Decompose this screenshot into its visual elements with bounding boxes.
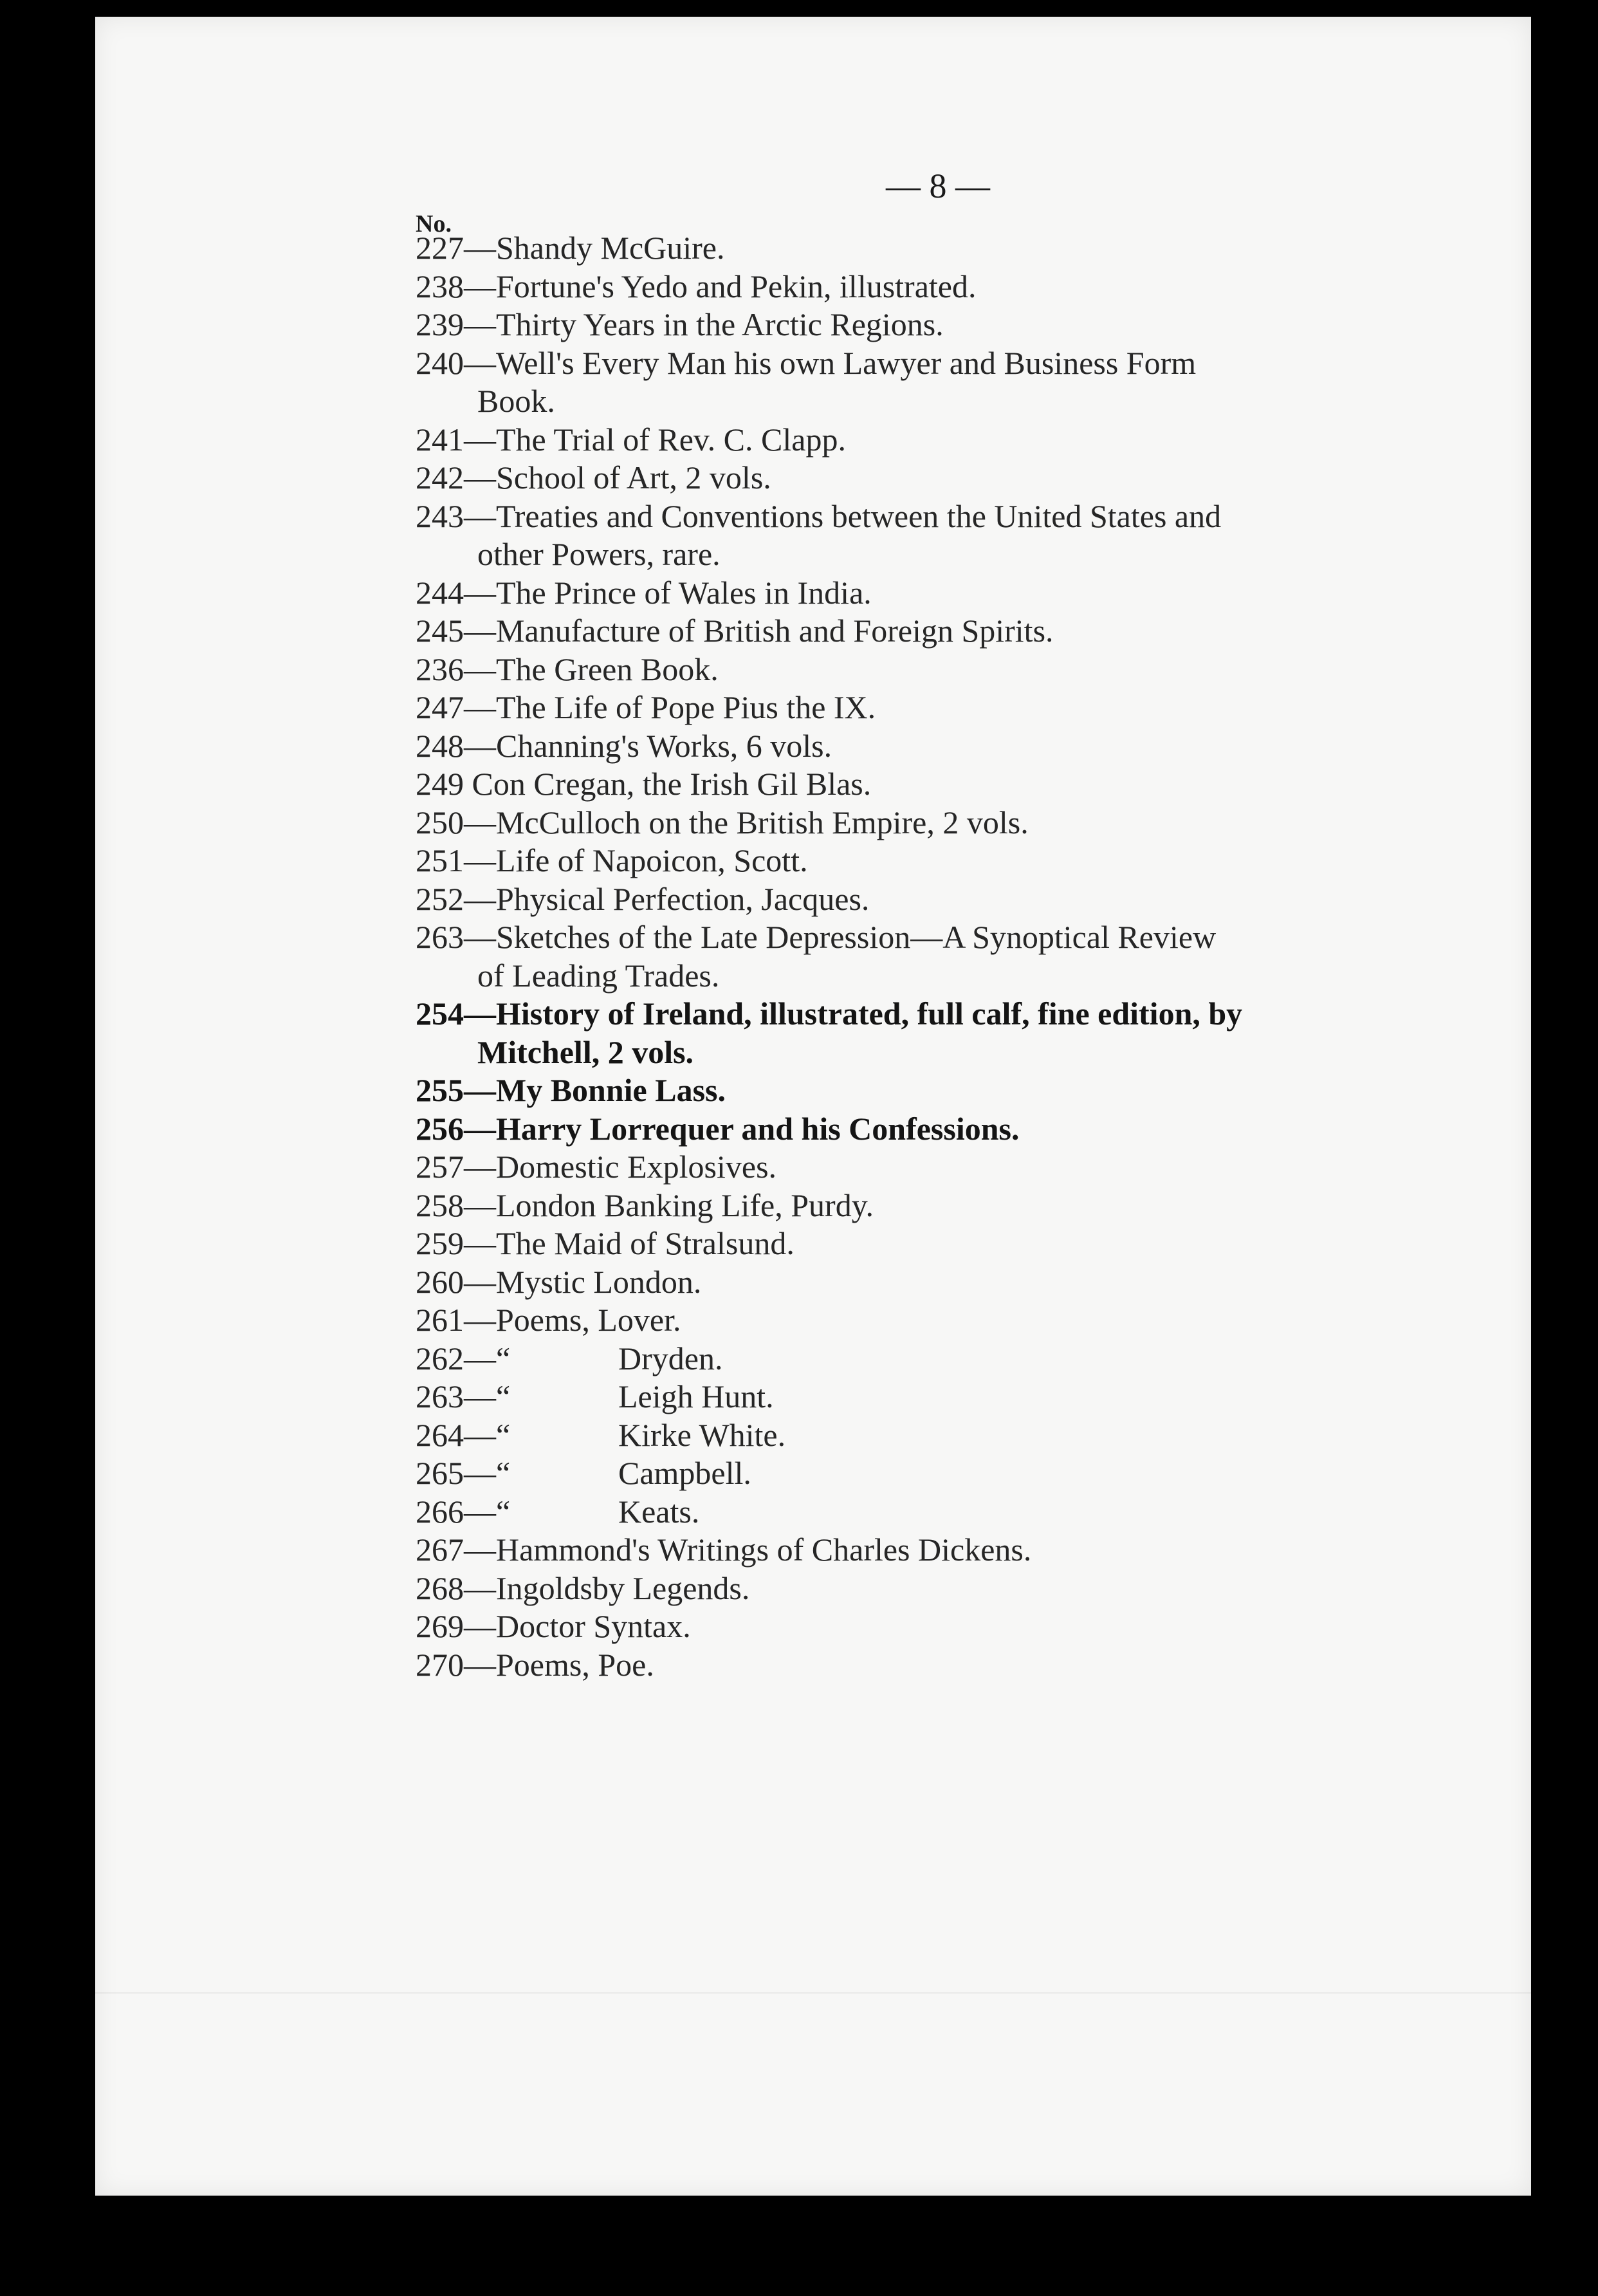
entry-separator: — xyxy=(464,613,496,649)
entry-separator: — xyxy=(464,727,496,764)
entry-separator: — xyxy=(464,1149,496,1185)
entry-separator: — xyxy=(464,1302,496,1338)
entry-separator: — xyxy=(464,344,496,381)
entry-title: Ingoldsby Legends. xyxy=(496,1569,750,1606)
entry-number: 265 xyxy=(416,1455,464,1491)
entry-title: Poems, Poe. xyxy=(496,1646,654,1683)
catalog-entry xyxy=(416,804,1464,842)
entry-title: The Prince of Wales in India. xyxy=(496,574,872,611)
entry-title: The Maid of Stralsund. xyxy=(496,1225,794,1261)
ditto-mark: “ xyxy=(496,1340,511,1376)
entry-title: The Green Book. xyxy=(496,651,719,687)
entry-separator: — xyxy=(464,1110,496,1147)
catalog-entry xyxy=(416,1225,1464,1263)
catalog-entry xyxy=(416,727,1464,766)
entry-number: 243 xyxy=(416,497,464,534)
entry-title: Poems, Lover. xyxy=(496,1302,681,1338)
entry-separator: — xyxy=(464,574,496,611)
entry-separator: — xyxy=(464,306,496,342)
entry-title: My Bonnie Lass. xyxy=(496,1072,726,1108)
entry-title: Campbell. xyxy=(618,1455,751,1491)
entry-title: Kirke White. xyxy=(618,1416,786,1453)
entry-number: 268 xyxy=(416,1569,464,1606)
entry-separator: — xyxy=(464,880,496,917)
entry-title: Shandy McGuire. xyxy=(496,230,725,266)
entry-number: 263 xyxy=(416,1378,464,1414)
entry-title: Channing's Works, 6 vols. xyxy=(496,727,832,764)
entry-separator: — xyxy=(464,1187,496,1223)
ditto-mark: “ xyxy=(496,1378,511,1414)
entry-number: 262 xyxy=(416,1340,464,1376)
entry-separator: — xyxy=(464,995,496,1032)
catalog-entry xyxy=(416,842,1464,880)
entry-number: 242 xyxy=(416,459,464,495)
catalog-entry xyxy=(416,421,1464,459)
catalog-entry xyxy=(416,612,1464,651)
entry-number: 239 xyxy=(416,306,464,342)
entry-title: Con Cregan, the Irish Gil Blas. xyxy=(472,766,872,802)
entry-separator: — xyxy=(464,804,496,840)
entry-number: 258 xyxy=(416,1187,464,1223)
entry-title: McCulloch on the British Empire, 2 vols. xyxy=(496,804,1029,840)
catalog-entry xyxy=(416,1263,1464,1302)
ditto-mark: “ xyxy=(496,1493,511,1530)
catalog-entry xyxy=(416,995,1464,1071)
catalog-entry xyxy=(416,1301,1464,1340)
entry-title: Doctor Syntax. xyxy=(496,1608,691,1644)
entry-separator: — xyxy=(464,1263,496,1300)
entry-title-continuation: other Powers, rare. xyxy=(477,536,721,572)
entry-separator: — xyxy=(464,1340,496,1376)
entry-separator: — xyxy=(464,230,496,266)
fold-line xyxy=(95,1992,1531,1994)
entry-title: Keats. xyxy=(618,1493,700,1530)
entry-title: Dryden. xyxy=(618,1340,723,1376)
entry-number: 263 xyxy=(416,919,464,955)
catalog-entry xyxy=(416,1531,1464,1569)
catalog-entry xyxy=(416,1646,1464,1685)
entry-number: 238 xyxy=(416,268,464,304)
entry-number: 236 xyxy=(416,651,464,687)
entry-title: Domestic Explosives. xyxy=(496,1149,777,1185)
catalog-entry xyxy=(416,651,1464,689)
entry-title: Treaties and Conventions between the United States and xyxy=(496,497,1222,534)
catalog-entry xyxy=(416,1187,1464,1225)
catalog-entry xyxy=(416,306,1464,344)
entry-number: 254 xyxy=(416,995,464,1032)
catalog-entry xyxy=(416,1148,1464,1187)
page-number: — 8 — xyxy=(886,167,990,205)
entry-number: 255 xyxy=(416,1072,464,1108)
entry-number: 259 xyxy=(416,1225,464,1261)
entry-title: Physical Perfection, Jacques. xyxy=(496,880,870,917)
entry-title-continuation: Mitchell, 2 vols. xyxy=(477,1033,694,1070)
catalog-entry xyxy=(416,574,1464,613)
entry-number: 267 xyxy=(416,1532,464,1568)
entry-number: 241 xyxy=(416,421,464,458)
entry-separator: — xyxy=(464,1225,496,1261)
ditto-mark: “ xyxy=(496,1455,511,1491)
entry-number: 266 xyxy=(416,1493,464,1530)
entry-title: School of Art, 2 vols. xyxy=(496,459,771,495)
entry-number: 247 xyxy=(416,689,464,725)
ditto-mark: “ xyxy=(496,1416,511,1453)
entry-title: London Banking Life, Purdy. xyxy=(496,1187,874,1223)
catalog-list xyxy=(416,229,1464,1684)
catalog-entry xyxy=(416,880,1464,919)
catalog-entry xyxy=(416,268,1464,306)
entry-separator: — xyxy=(464,1493,496,1530)
entry-number: 264 xyxy=(416,1416,464,1453)
entry-title: Thirty Years in the Arctic Regions. xyxy=(496,306,944,342)
catalog-entry xyxy=(416,689,1464,727)
entry-title: Leigh Hunt. xyxy=(618,1378,774,1414)
entry-separator: — xyxy=(464,689,496,725)
entry-number: 249 xyxy=(416,766,464,802)
catalog-entry xyxy=(416,229,1464,268)
entry-separator: — xyxy=(464,651,496,687)
entry-number: 261 xyxy=(416,1302,464,1338)
entry-number: 244 xyxy=(416,574,464,611)
column-header-no: No. xyxy=(416,210,452,237)
entry-number: 260 xyxy=(416,1263,464,1300)
entry-number: 257 xyxy=(416,1149,464,1185)
entry-separator: — xyxy=(464,1455,496,1491)
entry-title: Sketches of the Late Depression—A Synoptical Review xyxy=(496,919,1217,955)
entry-number: 245 xyxy=(416,613,464,649)
entry-separator: — xyxy=(464,1072,496,1108)
catalog-entry xyxy=(416,459,1464,497)
entry-number: 227 xyxy=(416,230,464,266)
entry-number: 270 xyxy=(416,1646,464,1683)
entry-separator: — xyxy=(464,1646,496,1683)
entry-title: Life of Napoicon, Scott. xyxy=(496,842,808,878)
entry-title: The Life of Pope Pius the IX. xyxy=(496,689,876,725)
entry-number: 269 xyxy=(416,1608,464,1644)
entry-number: 248 xyxy=(416,727,464,764)
catalog-entry xyxy=(416,1454,1464,1493)
catalog-entry xyxy=(416,1493,1464,1532)
entry-number: 250 xyxy=(416,804,464,840)
entry-title: Mystic London. xyxy=(496,1263,702,1300)
catalog-entry xyxy=(416,1110,1464,1149)
entry-separator: — xyxy=(464,1532,496,1568)
entry-separator: — xyxy=(464,421,496,458)
catalog-entry xyxy=(416,918,1464,995)
entry-title: History of Ireland, illustrated, full calf, fine edition, by xyxy=(496,995,1243,1032)
entry-separator: — xyxy=(464,1569,496,1606)
entry-title: Hammond's Writings of Charles Dickens. xyxy=(496,1532,1032,1568)
catalog-entry xyxy=(416,1378,1464,1416)
entry-separator: — xyxy=(464,1378,496,1414)
entry-separator xyxy=(464,766,472,802)
entry-title: The Trial of Rev. C. Clapp. xyxy=(496,421,846,458)
entry-separator: — xyxy=(464,497,496,534)
entry-number: 251 xyxy=(416,842,464,878)
entry-title: Fortune's Yedo and Pekin, illustrated. xyxy=(496,268,977,304)
entry-number: 256 xyxy=(416,1110,464,1147)
catalog-entry xyxy=(416,1340,1464,1378)
entry-title: Harry Lorrequer and his Confessions. xyxy=(496,1110,1020,1147)
entry-number: 252 xyxy=(416,880,464,917)
entry-separator: — xyxy=(464,919,496,955)
catalog-entry xyxy=(416,344,1464,421)
entry-title: Manufacture of British and Foreign Spirits. xyxy=(496,613,1054,649)
entry-separator: — xyxy=(464,1608,496,1644)
entry-separator: — xyxy=(464,1416,496,1453)
entry-separator: — xyxy=(464,842,496,878)
entry-separator: — xyxy=(464,268,496,304)
entry-title-continuation: of Leading Trades. xyxy=(477,957,720,994)
entry-separator: — xyxy=(464,459,496,495)
entry-title: Well's Every Man his own Lawyer and Business Form xyxy=(496,344,1197,381)
catalog-entry xyxy=(416,1416,1464,1455)
catalog-entry xyxy=(416,1569,1464,1608)
catalog-entry xyxy=(416,1607,1464,1646)
entry-title-continuation: Book. xyxy=(477,383,555,419)
catalog-entry xyxy=(416,765,1464,804)
entry-number: 240 xyxy=(416,344,464,381)
catalog-page xyxy=(95,17,1531,2196)
catalog-entry xyxy=(416,497,1464,574)
catalog-entry xyxy=(416,1071,1464,1110)
